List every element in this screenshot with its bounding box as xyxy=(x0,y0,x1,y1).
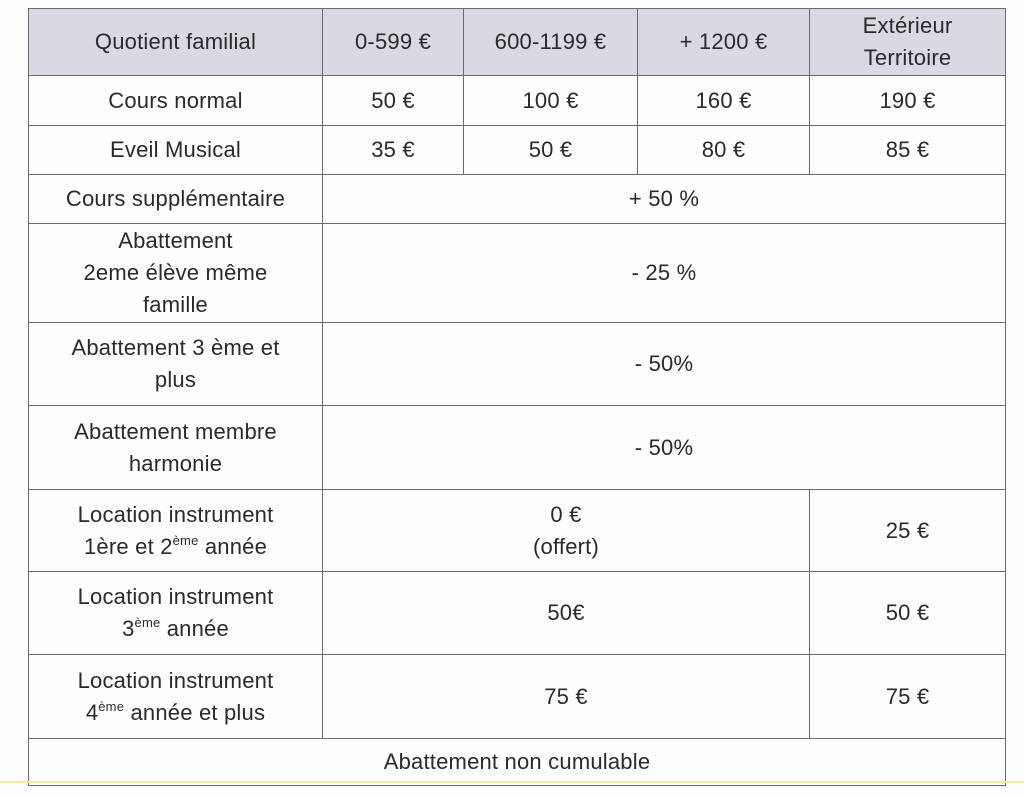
page-edge-line xyxy=(0,781,1024,783)
cell-value: - 50% xyxy=(323,323,1006,406)
cell-value: 100 € xyxy=(464,76,638,126)
cell-value-exterieur: 75 € xyxy=(810,655,1006,739)
tarifs-table xyxy=(28,8,1006,786)
footer-row xyxy=(29,739,1006,786)
row-label-text: année et plus xyxy=(124,699,266,725)
row-label xyxy=(29,406,323,490)
row-label-line: famille xyxy=(143,292,208,317)
cell-value: 85 € xyxy=(810,126,1006,175)
cell-value: 50€ xyxy=(323,572,810,655)
superscript: ème xyxy=(98,698,125,714)
row-location-3 xyxy=(29,572,1006,655)
row-label-line: Location instrument xyxy=(77,501,274,527)
row-label-text: année xyxy=(160,616,229,641)
cell-value: 75 € xyxy=(323,655,810,739)
cell-value-exterieur: 25 € xyxy=(810,490,1006,572)
superscript: ème xyxy=(172,532,199,548)
row-label xyxy=(29,323,323,406)
cell-value: 35 € xyxy=(323,126,464,175)
row-label xyxy=(29,655,323,739)
row-label-line xyxy=(37,531,314,563)
row-label: Cours supplémentaire xyxy=(29,175,323,224)
cell-value-line: 0 € xyxy=(550,501,582,527)
row-cours-supplementaire xyxy=(29,175,1006,224)
cell-value: 50 € xyxy=(464,126,638,175)
row-label xyxy=(29,224,323,323)
header-exterieur-territoire xyxy=(810,9,1006,76)
header-bracket-600-1199: 600-1199 € xyxy=(464,9,638,76)
row-label-line xyxy=(37,613,314,645)
header-exterieur-line2: Territoire xyxy=(863,45,952,70)
cell-value: 190 € xyxy=(810,76,1006,126)
row-label xyxy=(29,572,323,655)
row-label-text: 1ère et 2 xyxy=(83,533,173,559)
row-eveil-musical xyxy=(29,126,1006,175)
header-exterieur-line1: Extérieur xyxy=(862,13,953,38)
row-label-line: harmonie xyxy=(128,450,223,476)
cell-value-exterieur: 50 € xyxy=(810,572,1006,655)
row-label-text: 4 xyxy=(85,699,99,725)
superscript: ème xyxy=(134,615,161,630)
row-label xyxy=(29,490,323,572)
cell-value xyxy=(323,490,810,572)
row-label: Eveil Musical xyxy=(29,126,323,175)
row-abattement-3eme xyxy=(29,323,1006,406)
header-bracket-1200-plus: + 1200 € xyxy=(638,9,810,76)
row-label-line: Location instrument xyxy=(77,584,274,609)
cell-value: - 50% xyxy=(323,406,1006,490)
cell-value: 50 € xyxy=(323,76,464,126)
header-quotient-familial: Quotient familial xyxy=(29,9,323,76)
footer-note: Abattement non cumulable xyxy=(29,739,1006,786)
row-cours-normal xyxy=(29,76,1006,126)
header-row xyxy=(29,9,1006,76)
row-label-line: plus xyxy=(154,367,197,392)
row-label-line xyxy=(37,697,314,729)
header-bracket-0-599: 0-599 € xyxy=(323,9,464,76)
row-label-line: 2eme élève même xyxy=(83,260,268,285)
cell-value: 80 € xyxy=(638,126,810,175)
cell-value: 160 € xyxy=(638,76,810,126)
row-label-line: Abattement 3 ème et xyxy=(71,335,280,360)
row-label-line: Abattement membre xyxy=(74,418,277,444)
row-label-text: 3 xyxy=(122,616,135,641)
row-abattement-2eme xyxy=(29,224,1006,323)
cell-value: - 25 % xyxy=(323,224,1006,323)
cell-value: + 50 % xyxy=(323,175,1006,224)
cell-value-line: (offert) xyxy=(533,533,599,559)
row-label-text: année xyxy=(198,533,268,559)
row-label: Cours normal xyxy=(29,76,323,126)
row-location-1-2 xyxy=(29,490,1006,572)
row-label-line: Abattement xyxy=(118,228,233,253)
row-location-4 xyxy=(29,655,1006,739)
row-abattement-harmonie xyxy=(29,406,1006,490)
row-label-line: Location instrument xyxy=(77,667,274,693)
